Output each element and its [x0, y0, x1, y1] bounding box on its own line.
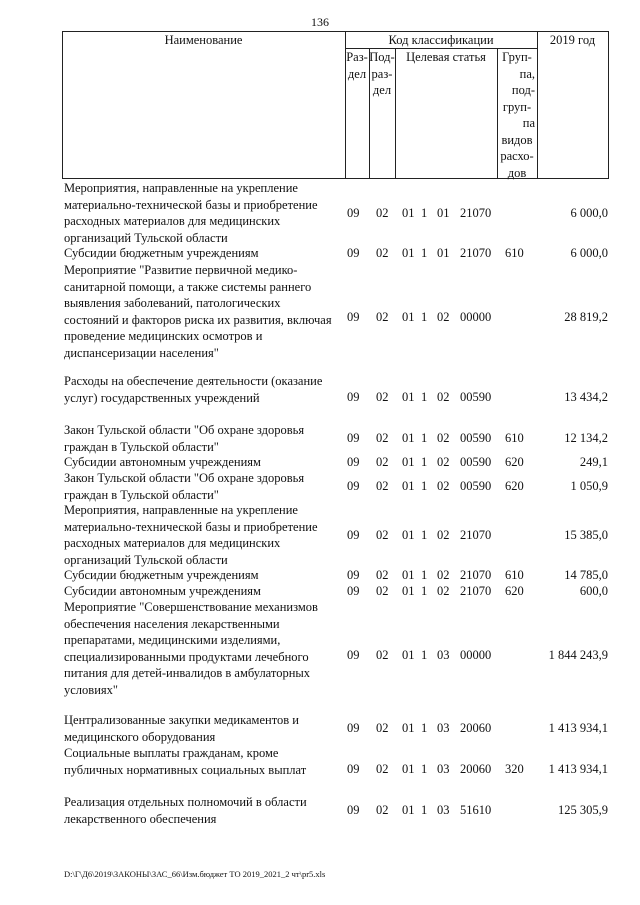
row-razdel: 09: [347, 310, 360, 324]
row-c4: 00590: [460, 479, 492, 493]
row-podrazdel: 02: [376, 246, 389, 260]
row-razdel: 09: [347, 246, 360, 260]
row-c2: 1: [421, 479, 428, 493]
header-podrazdel-line: дел: [372, 83, 392, 97]
header-podrazdel: [369, 49, 395, 99]
row-c4: 00000: [460, 648, 492, 662]
row-c3: 01: [437, 206, 450, 220]
row-vid: 620: [505, 584, 524, 598]
header-code-group: Код классификации: [388, 33, 494, 47]
row-name: Реализация отдельных полномочий в области лекарственного обеспечения: [64, 795, 307, 826]
row-sum: 125 305,9: [558, 803, 608, 817]
row-c2: 1: [421, 206, 428, 220]
header-podrazdel-line: раз-: [371, 66, 393, 81]
row-podrazdel: 02: [376, 479, 389, 493]
row-razdel: 09: [347, 803, 360, 817]
row-c3: 03: [437, 762, 450, 776]
row-name: Закон Тульской области "Об охране здоровья граждан в Тульской области": [64, 471, 305, 502]
row-c4: 00590: [460, 431, 492, 445]
header-gruppa-line: расхо-: [500, 149, 534, 163]
header-year: 2019 год: [549, 33, 596, 47]
header-podrazdel-divider: [395, 48, 396, 179]
row-razdel: 09: [347, 455, 360, 469]
row-c4: 21070: [460, 206, 492, 220]
row-razdel: 09: [347, 206, 360, 220]
row-sum: 6 000,0: [570, 246, 608, 260]
row-c1: 01: [402, 206, 415, 220]
row-razdel: 09: [347, 479, 360, 493]
row-vid: 620: [505, 479, 524, 493]
row-c1: 01: [402, 568, 415, 582]
header-gruppa-line: па,: [519, 66, 535, 81]
row-podrazdel: 02: [376, 721, 389, 735]
header-celevaya: Целевая статья: [406, 50, 486, 64]
row-razdel: 09: [347, 648, 360, 662]
row-vid: 610: [505, 568, 524, 582]
row-c3: 02: [437, 479, 450, 493]
row-sum: 1 844 243,9: [548, 648, 608, 662]
header-gruppa-line: па: [522, 116, 535, 130]
row-razdel: 09: [347, 568, 360, 582]
row-c4: 20060: [460, 721, 492, 735]
row-podrazdel: 02: [376, 528, 389, 542]
row-c4: 00000: [460, 310, 492, 324]
header-gruppa-line: дов: [507, 165, 527, 180]
header-gruppa-line: видов: [501, 132, 533, 147]
row-c2: 1: [421, 762, 428, 776]
header-podrazdel-line: Под-: [369, 50, 395, 64]
row-c2: 1: [421, 803, 428, 817]
header-gruppa-line: Груп-: [502, 50, 532, 64]
row-c2: 1: [421, 431, 428, 445]
header-name: Наименование: [164, 33, 243, 47]
row-sum: 6 000,0: [570, 206, 608, 220]
row-c2: 1: [421, 648, 428, 662]
header-razdel-line: Раз-: [346, 50, 368, 64]
row-c3: 03: [437, 721, 450, 735]
header-razdel: [345, 49, 369, 82]
row-c2: 1: [421, 455, 428, 469]
row-name: Субсидии автономным учреждениям: [64, 584, 261, 598]
page-number: 136: [311, 15, 329, 29]
row-c1: 01: [402, 528, 415, 542]
row-c4: 21070: [460, 246, 492, 260]
row-sum: 14 785,0: [564, 568, 608, 582]
row-razdel: 09: [347, 721, 360, 735]
row-podrazdel: 02: [376, 455, 389, 469]
row-c2: 1: [421, 584, 428, 598]
row-c2: 1: [421, 528, 428, 542]
row-c1: 01: [402, 803, 415, 817]
row-vid: 610: [505, 246, 524, 260]
row-sum: 1 413 934,1: [548, 721, 608, 735]
header-gruppa-line: под-: [511, 83, 535, 97]
header-gruppa-line: груп-: [502, 99, 532, 114]
row-name: Мероприятия, направленные на укрепление материально-технической базы и приобретение расходных материалов для медицинских организаций Тульской области: [64, 181, 318, 245]
header-left-border: [62, 31, 63, 179]
row-c1: 01: [402, 721, 415, 735]
row-c3: 03: [437, 803, 450, 817]
row-sum: 28 819,2: [564, 310, 608, 324]
file-path-footer: D:\Г\Д6\2019\ЗАКОНЫ\ЗАС_66\Изм.бюджет ТО 2019_2021_2 чт\pr5.xls: [64, 869, 326, 879]
row-sum: 13 434,2: [564, 390, 608, 404]
row-c1: 01: [402, 648, 415, 662]
row-razdel: 09: [347, 528, 360, 542]
row-c1: 01: [402, 431, 415, 445]
row-c2: 1: [421, 721, 428, 735]
row-sum: 600,0: [579, 584, 608, 598]
row-sum: 15 385,0: [564, 528, 608, 542]
row-c2: 1: [421, 246, 428, 260]
row-podrazdel: 02: [376, 568, 389, 582]
row-c3: 02: [437, 310, 450, 324]
header-right-border: [608, 31, 609, 179]
row-vid: 610: [505, 431, 524, 445]
row-name: Закон Тульской области "Об охране здоровья граждан в Тульской области": [64, 423, 305, 454]
row-c1: 01: [402, 455, 415, 469]
row-c3: 03: [437, 648, 450, 662]
row-name: Централизованные закупки медикаментов и медицинского оборудования: [64, 713, 299, 744]
row-c3: 02: [437, 568, 450, 582]
row-name: Мероприятия, направленные на укрепление материально-технической базы и приобретение расходных материалов для медицинских организаций Тульской области: [64, 503, 318, 567]
row-podrazdel: 02: [376, 762, 389, 776]
row-name: Мероприятие "Совершенствование механизмов обеспечения населения лекарственными препаратами, медицинскими изделиями, специализированными продуктами лечебного питания для детей-инвалидов в амбулаторных условиях": [64, 600, 318, 697]
row-c1: 01: [402, 246, 415, 260]
row-c4: 00590: [460, 455, 492, 469]
row-c4: 20060: [460, 762, 492, 776]
row-c3: 02: [437, 455, 450, 469]
row-c4: 51610: [460, 803, 492, 817]
row-c1: 01: [402, 479, 415, 493]
row-sum: 1 413 934,1: [548, 762, 608, 776]
row-razdel: 09: [347, 390, 360, 404]
row-name: Субсидии бюджетным учреждениям: [64, 246, 259, 260]
row-c2: 1: [421, 568, 428, 582]
row-c4: 21070: [460, 584, 492, 598]
row-c4: 21070: [460, 528, 492, 542]
row-name: Субсидии бюджетным учреждениям: [64, 568, 259, 582]
row-name: Расходы на обеспечение деятельности (оказание услуг) государственных учреждений: [64, 374, 323, 405]
row-c3: 02: [437, 584, 450, 598]
row-c3: 02: [437, 528, 450, 542]
row-c1: 01: [402, 584, 415, 598]
row-c1: 01: [402, 762, 415, 776]
header-gruppa: [497, 49, 537, 181]
row-c3: 01: [437, 246, 450, 260]
row-c2: 1: [421, 390, 428, 404]
row-sum: 12 134,2: [564, 431, 608, 445]
row-razdel: 09: [347, 431, 360, 445]
row-c1: 01: [402, 310, 415, 324]
row-name: Субсидии автономным учреждениям: [64, 455, 261, 469]
row-razdel: 09: [347, 584, 360, 598]
row-c3: 02: [437, 431, 450, 445]
row-vid: 620: [505, 455, 524, 469]
row-c4: 00590: [460, 390, 492, 404]
row-sum: 249,1: [579, 455, 608, 469]
row-c2: 1: [421, 310, 428, 324]
row-podrazdel: 02: [376, 390, 389, 404]
row-razdel: 09: [347, 762, 360, 776]
row-c3: 02: [437, 390, 450, 404]
row-c4: 21070: [460, 568, 492, 582]
row-vid: 320: [505, 762, 524, 776]
header-razdel-line: дел: [347, 66, 367, 81]
row-podrazdel: 02: [376, 431, 389, 445]
row-podrazdel: 02: [376, 310, 389, 324]
row-podrazdel: 02: [376, 803, 389, 817]
row-name: Социальные выплаты гражданам, кроме публичных нормативных социальных выплат: [64, 746, 307, 777]
row-sum: 1 050,9: [570, 479, 608, 493]
row-c1: 01: [402, 390, 415, 404]
header-code-right-divider: [537, 31, 538, 179]
row-podrazdel: 02: [376, 206, 389, 220]
row-podrazdel: 02: [376, 648, 389, 662]
row-name: Мероприятие "Развитие первичной медико-санитарной помощи, а также системы раннего выявления заболеваний, патологических состояний и факторов риска их развития, включая проведение медицинских осмотров и диспансеризации населения": [64, 263, 332, 360]
row-podrazdel: 02: [376, 584, 389, 598]
